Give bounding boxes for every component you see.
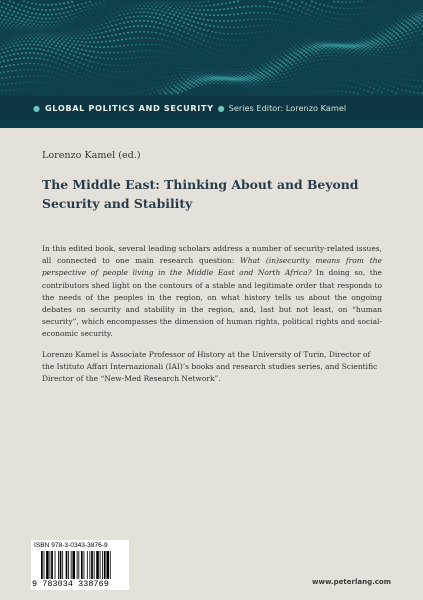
dot-wave-pattern [0, 0, 423, 96]
barcode-digits: 9 783034 338769 [32, 579, 109, 589]
book-description [42, 243, 382, 341]
series-band [0, 96, 423, 120]
isbn-label: ISBN 978-3-0343-3876-9 [34, 542, 108, 549]
isbn-barcode [31, 540, 129, 590]
barcode-bars [41, 551, 121, 579]
bullet-dot-icon: ● [33, 103, 40, 113]
description-part-1: In this edited book, several leading scholars address a number of security-related issues, all connected to one main research question: [42, 244, 382, 266]
research-question: What (in)security means from the perspective of people living in the Middle East and North Africa? [42, 256, 382, 278]
book-title: The Middle East: Thinking About and Beyond Security and Stability [42, 177, 359, 211]
description-part-2: In doing so, the contributors shed light on the contours of a stable and legitimate order that responds to the needs of the peoples in the region, on what history tells us about the ongoing debates on security and stability in the region, and, last but not least, on “human security”, which encompasses the dimension of human rights, political rights and social-economic security. [42, 268, 382, 339]
author-bio: Lorenzo Kamel is Associate Professor of History at the University of Turin, Director of the Istituto Affari Internazionali (IAI)’s books and research studies series, and Scientific Director of the “New-Med Research Network”. [42, 350, 378, 384]
bullet-dot-icon: ● [217, 103, 225, 113]
series-name: GLOBAL POLITICS AND SECURITY [44, 103, 214, 113]
publisher-website: www.peterlang.com [312, 578, 391, 586]
book-editor: Lorenzo Kamel (ed.) [42, 150, 141, 161]
series-editor: Series Editor: Lorenzo Kamel [228, 103, 347, 113]
